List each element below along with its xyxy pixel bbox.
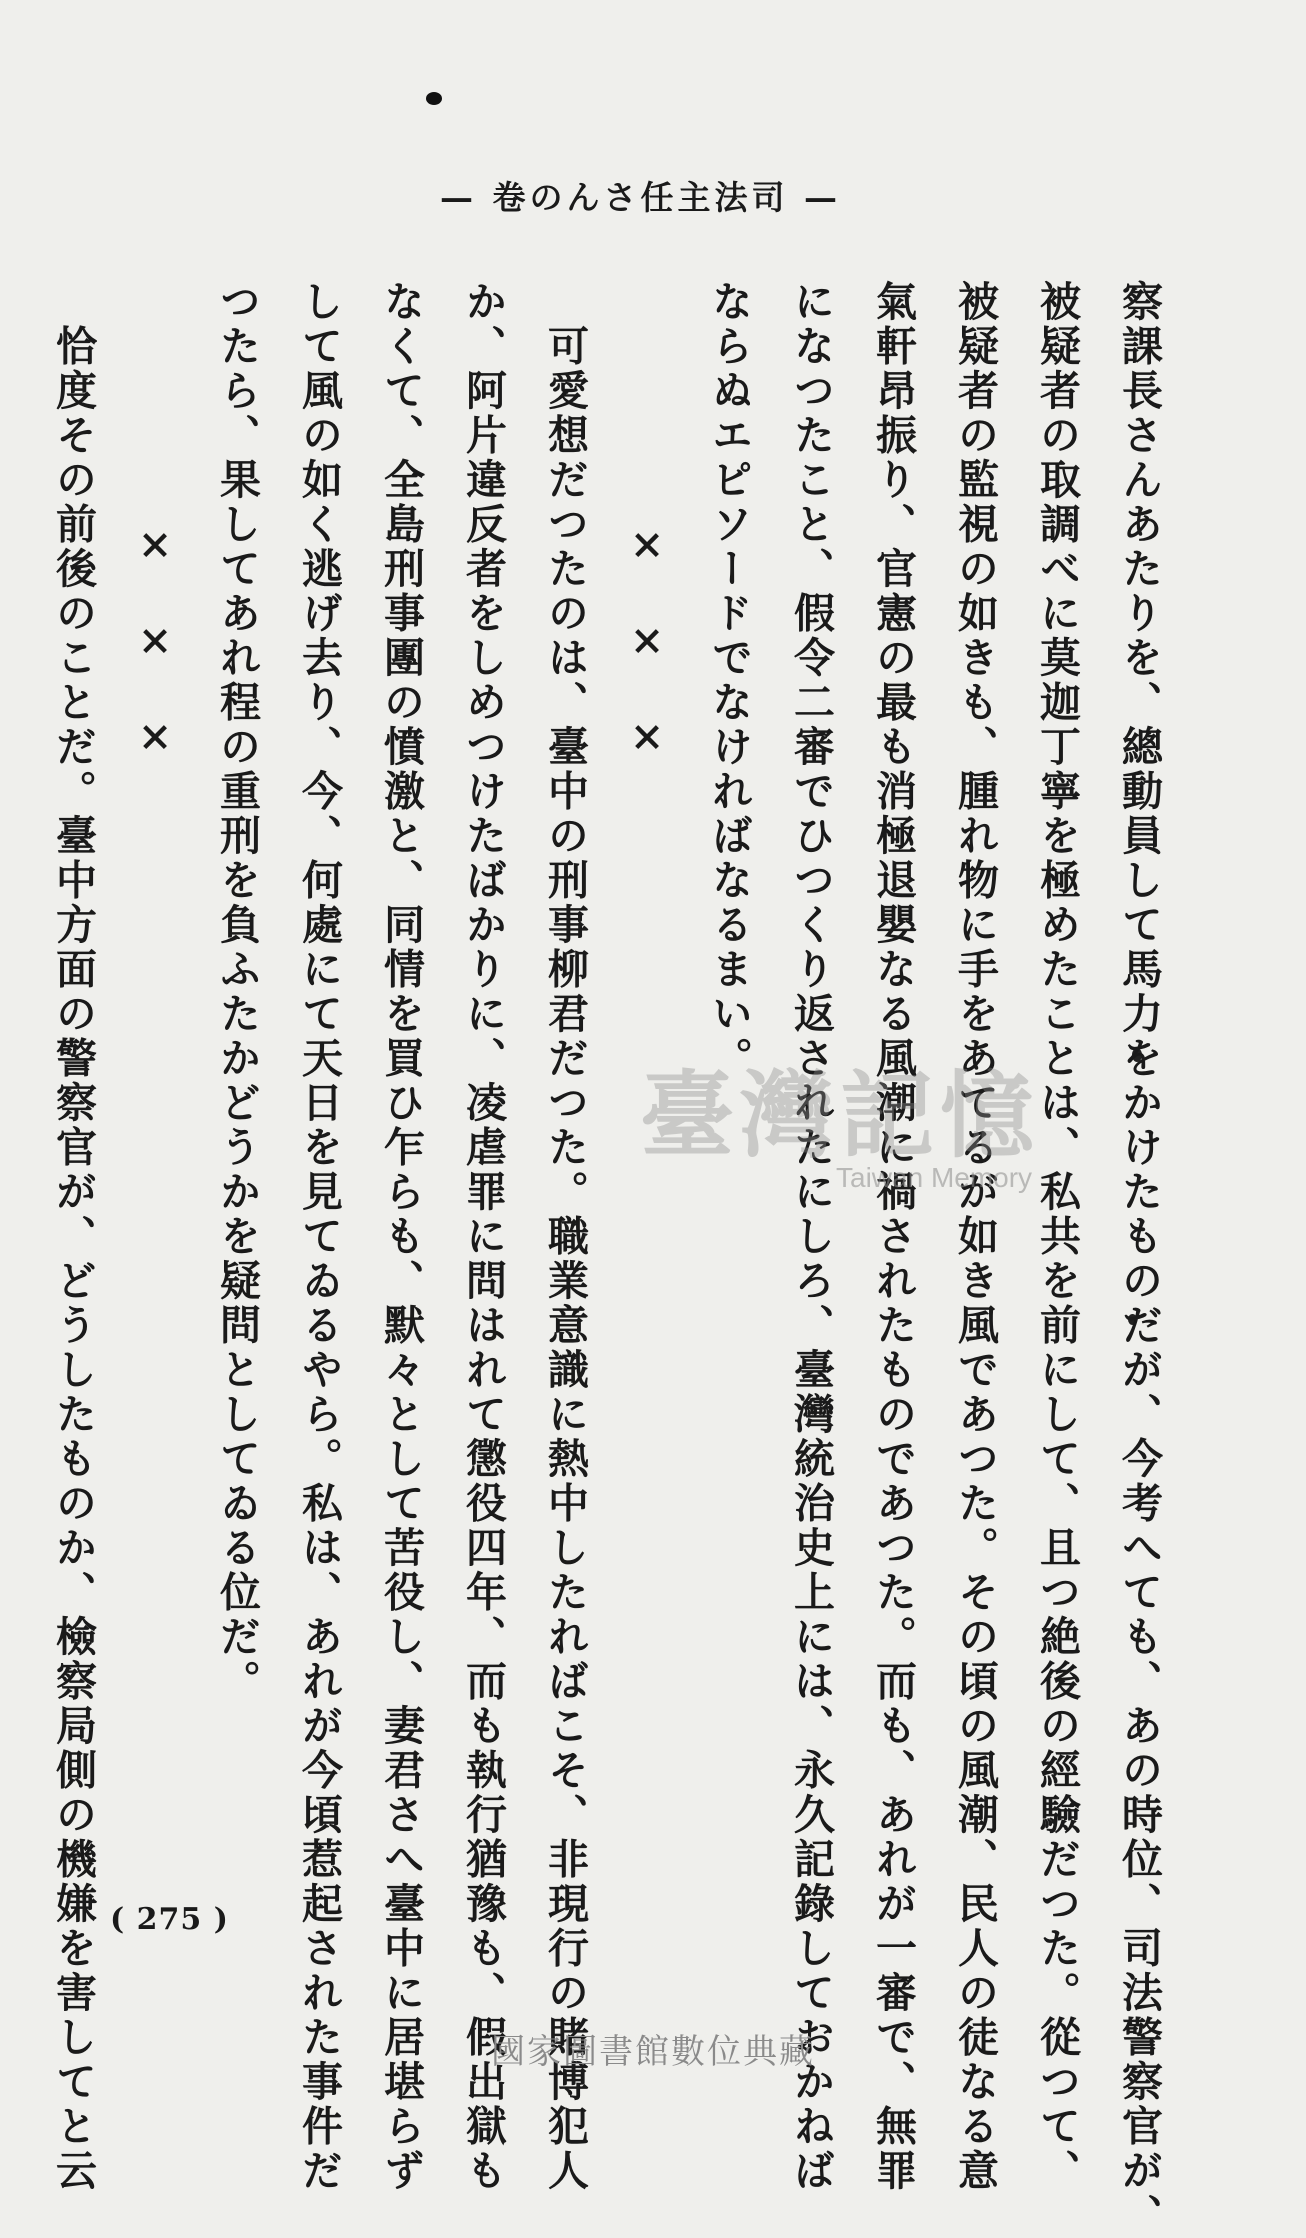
text-line: して風の如く逃げ去り、今、何處にて天日を見てゐるやら。私は、あれが今頃惹起された事件だ xyxy=(295,280,343,2194)
running-head: — 卷のんさ任主法司 — xyxy=(440,178,841,217)
section-separator: × × × xyxy=(623,520,671,764)
page-number: ( 275 ) xyxy=(110,1902,229,1937)
text-line: か、阿片違反者をしめつけたばかりに、凌虐罪に問はれて懲役四年、而も執行猶豫も、假出獄も xyxy=(459,280,507,2194)
watermark-logo: 臺灣記憶 xyxy=(640,1061,1041,1171)
text-line: 可愛想だつたのは、臺中の刑事柳君だつた。職業意識に熱中したればこそ、非現行の賭博犯人 xyxy=(541,280,589,2194)
footer-credit: 國家圖書館數位典藏 xyxy=(491,2032,815,2072)
text-line: 察課長さんあたりを、總動員して馬力をかけたものだが、今考へても、あの時位、司法警察官が、 xyxy=(1115,280,1163,2238)
text-line: 被疑者の監視の如きも、腫れ物に手をあてるが如き風であつた。その頃の風潮、民人の徒なる意 xyxy=(951,280,999,2194)
text-line: つたら、果してあれ程の重刑を負ふたかどうかを疑問としてゐる位だ。 xyxy=(213,280,261,1704)
text-line: 氣軒昂振り、官憲の最も消極退嬰なる風潮に禍されたものであつた。而も、あれが一審で、無罪 xyxy=(869,280,917,2194)
watermark-subtitle: Taiwan Memory xyxy=(836,1162,1033,1193)
text-line: 恰度その前後のことだ。臺中方面の警察官が、どうしたものか、檢察局側の機嫌を害してと云 xyxy=(49,280,97,2194)
text-line: 被疑者の取調べに莫迦丁寧を極めたことは、私共を前にして、且つ絶後の經驗だつた。從つて、 xyxy=(1033,280,1081,2194)
text-line: ならぬエピソードでなければなるまい。 xyxy=(705,280,753,1081)
section-separator: × × × xyxy=(131,520,179,764)
ink-dot xyxy=(426,92,442,105)
text-line: なくて、全島刑事團の憤激と、同情を買ひ乍らも、默々として苦役し、妻君さへ臺中に居堪らず xyxy=(377,280,425,2194)
text-line: になつたこと、假令二審でひつくり返されたにしろ、臺灣統治史上には、永久記錄しておかねば xyxy=(787,280,835,2194)
